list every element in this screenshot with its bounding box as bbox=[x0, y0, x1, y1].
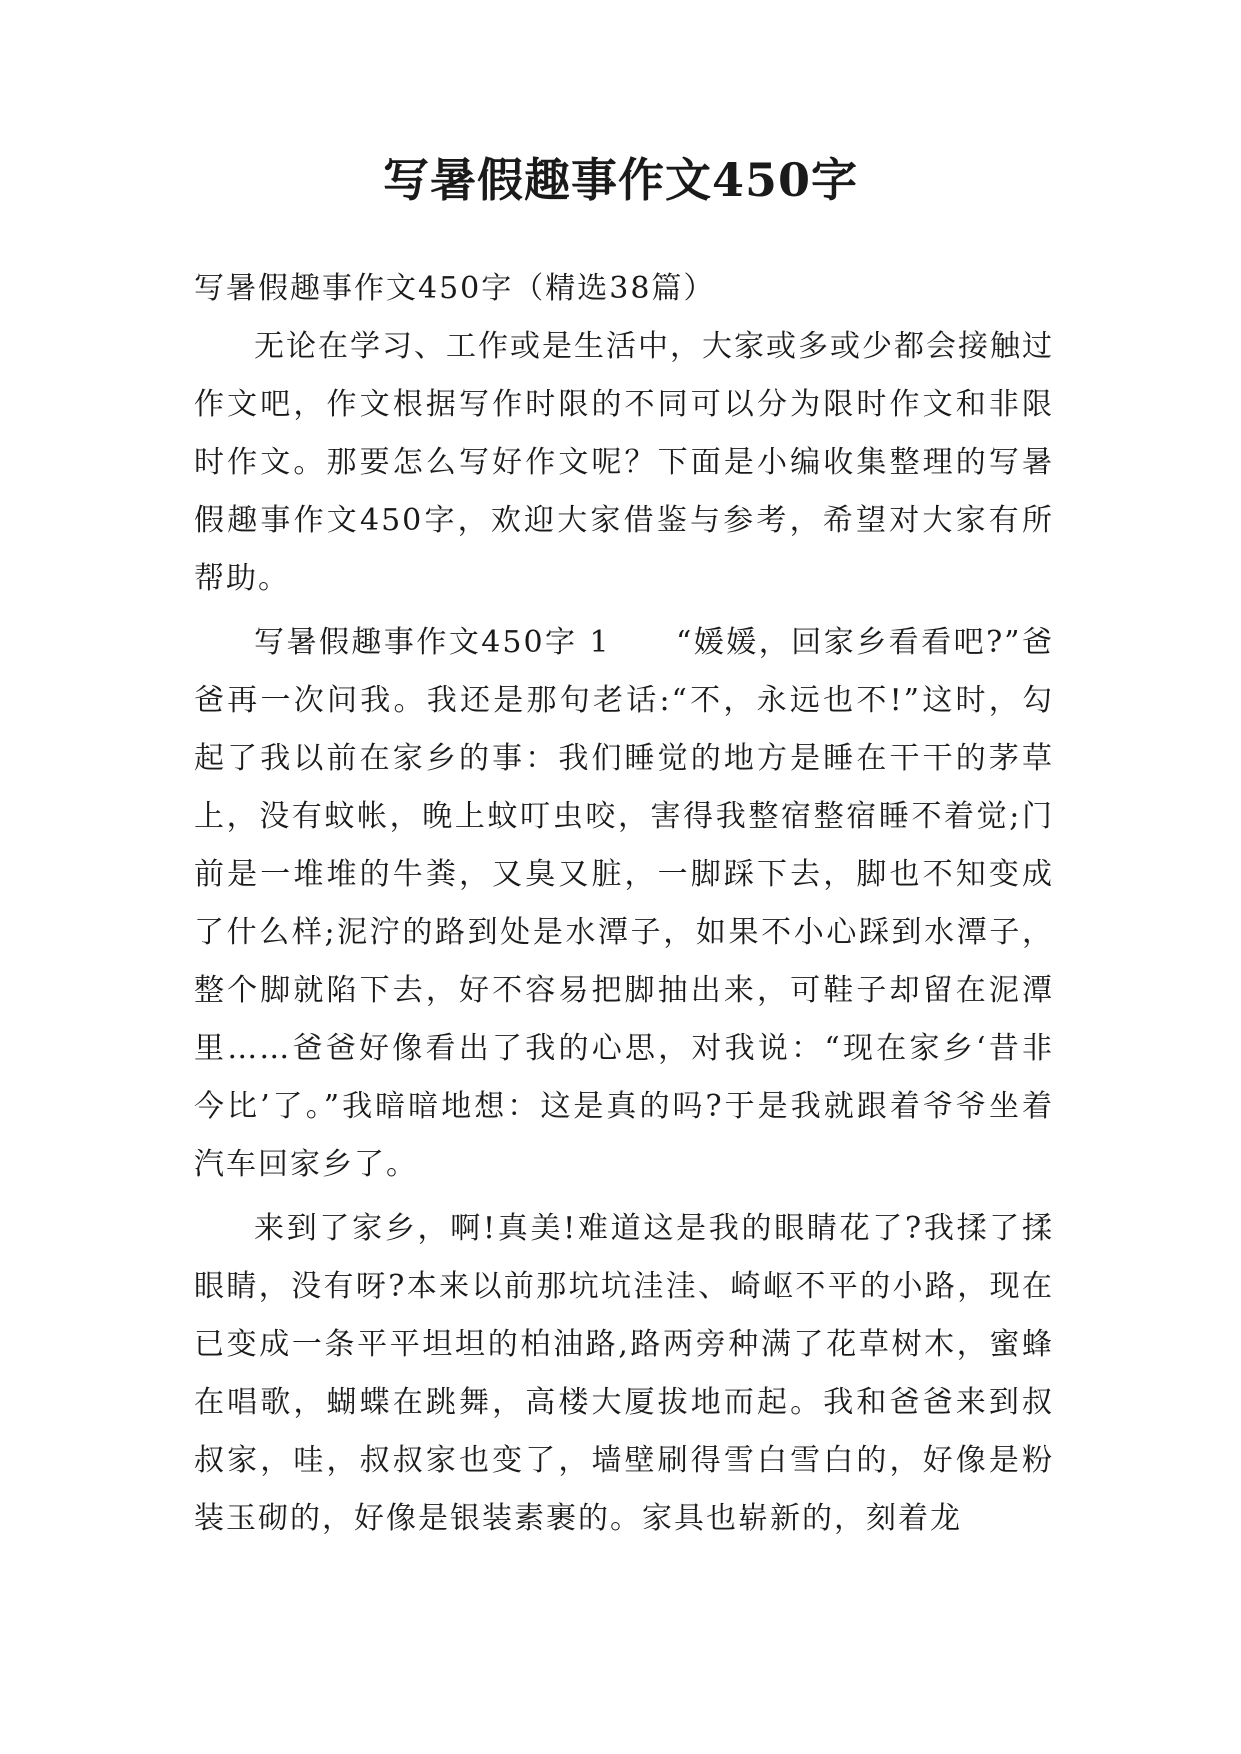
document-title: 写暑假趣事作文450字 bbox=[382, 153, 859, 207]
paragraph-intro: 无论在学习、工作或是生活中，大家或多或少都会接触过作文吧，作文根据写作时限的不同可以分为限时作文和非限时作文。那要怎么写好作文呢？下面是小编收集整理的写暑假趣事作文450字，欢迎大家借鉴与参考，希望对大家有所帮助。 bbox=[194, 329, 1054, 596]
document-subtitle: 写暑假趣事作文450字（精选38篇） bbox=[194, 271, 716, 306]
paragraph-essay-1: 写暑假趣事作文450字 1 “媛媛，回家乡看看吧?”爸爸再一次问我。我还是那句老话:“不，永远也不!”这时，勾起了我以前在家乡的事：我们睡觉的地方是睡在干干的茅草上，没有蚊帐，晚上蚊叮虫咬，害得我整宿整宿睡不着觉;门前是一堆堆的牛粪，又臭又脏，一脚踩下去，脚也不知变成了什么样;泥泞的路到处是水潭子，如果不小心踩到水潭子，整个脚就陷下去，好不容易把脚抽出来，可鞋子却留在泥潭里……爸爸好像看出了我的心思，对我说：“现在家乡‘昔非今比’了。”我暗暗地想：这是真的吗?于是我就跟着爷爷坐着汽车回家乡了。 bbox=[194, 625, 1054, 1182]
paragraph-essay-1-continued: 来到了家乡，啊!真美!难道这是我的眼睛花了?我揉了揉眼睛，没有呀?本来以前那坑坑洼洼、崎岖不平的小路，现在已变成一条平平坦坦的柏油路,路两旁种满了花草树木，蜜蜂在唱歌，蝴蝶在跳舞，高楼大厦拔地而起。我和爸爸来到叔叔家，哇，叔叔家也变了，墙壁刷得雪白雪白的，好像是粉装玉砌的，好像是银装素裹的。家具也崭新的，刻着龙 bbox=[194, 1211, 1054, 1536]
document-body bbox=[194, 260, 1054, 1548]
